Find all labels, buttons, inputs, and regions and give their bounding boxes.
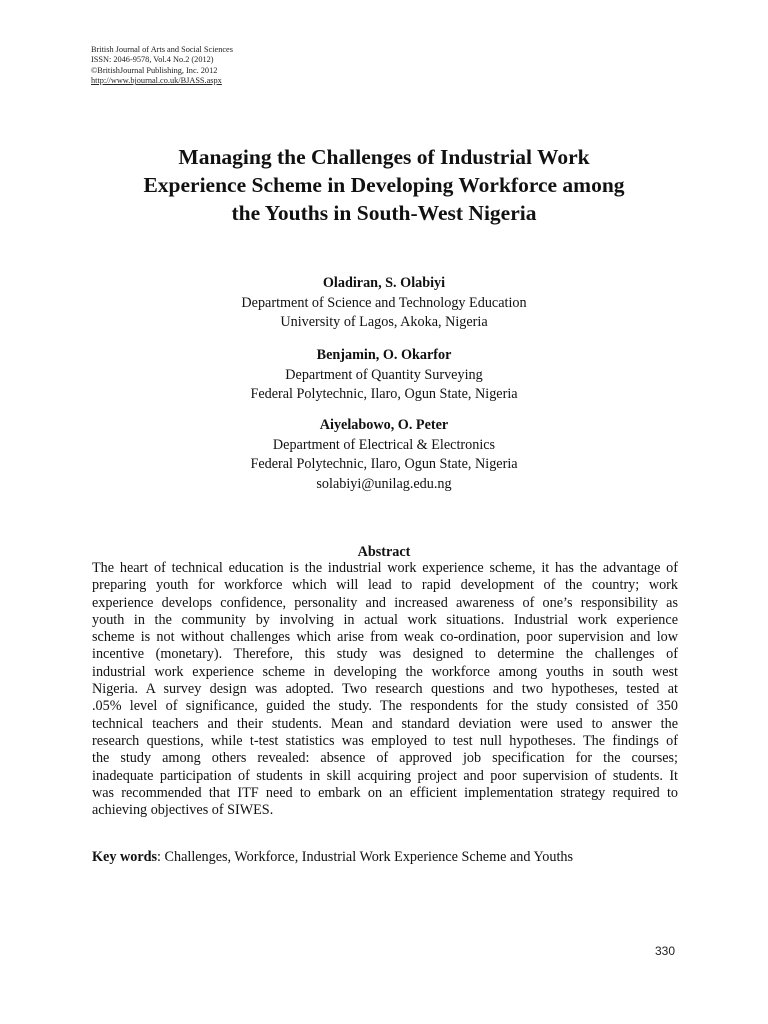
author-1: [150, 274, 618, 333]
abstract-line: achieving objectives of SIWES.: [92, 802, 274, 819]
abstract-line: the study among others revealed: absence of approved job specification for the courses;: [92, 750, 678, 767]
abstract-line: research questions, while t-test statistics was employed to test null hypotheses. The findings of: [92, 732, 678, 749]
abstract-line: preparing youth for workforce which will lead to rapid development of the country; work: [92, 577, 678, 594]
title-line: Managing the Challenges of Industrial Work: [178, 145, 590, 169]
author-institution: University of Lagos, Akoka, Nigeria: [280, 314, 488, 330]
abstract-line: youth in the community by involving in actual work situations. Industrial work experience: [92, 611, 678, 628]
author-email: solabiyi@unilag.edu.ng: [316, 475, 452, 492]
author-name: Oladiran, S. Olabiyi: [322, 275, 446, 291]
author-2: [150, 346, 618, 405]
author-department: Department of Quantity Surveying: [285, 366, 483, 383]
journal-name: British Journal of Arts and Social Sciences: [91, 45, 233, 54]
author-name: Benjamin, O. Okarfor: [316, 347, 452, 363]
author-institution: Federal Polytechnic, Ilaro, Ogun State, Nigeria: [250, 456, 518, 472]
page-number: 330: [655, 944, 676, 958]
paper-title: [110, 143, 658, 227]
author-name: Aiyelabowo, O. Peter: [319, 417, 449, 433]
author-institution: Federal Polytechnic, Ilaro, Ogun State, Nigeria: [250, 386, 518, 402]
author-department: Department of Electrical & Electronics: [272, 436, 496, 453]
keywords: [92, 848, 573, 866]
abstract-line: was recommended that ITF need to embark on an efficient implementation strategy required to: [92, 784, 678, 801]
abstract-line: experience develops confidence, personality and increased awareness of one’s responsibility as: [92, 594, 678, 611]
journal-publisher: ©BritishJournal Publishing, Inc. 2012: [91, 65, 218, 75]
abstract-line: scheme is not without challenges which arise from weak co-ordination, poor supervision and low: [92, 629, 678, 646]
title-line: the Youths in South-West Nigeria: [231, 201, 537, 225]
abstract-line: industrial work experience scheme in developing the workforce among youths in south west: [92, 663, 678, 680]
abstract-heading: Abstract: [357, 544, 411, 560]
journal-header: [91, 45, 233, 87]
abstract-line: Nigeria. A survey design was adopted. Two research questions and two hypotheses, tested at: [92, 681, 678, 698]
journal-url-link[interactable]: http://www.bjournal.co.uk/BJASS.aspx: [91, 76, 222, 86]
abstract-line: The heart of technical education is the industrial work experience scheme, it has the advantage of: [92, 560, 678, 576]
abstract-line: technical teachers and their students. Mean and standard deviation were used to answer the: [92, 715, 678, 732]
abstract-line: inadequate participation of students in skill acquiring project and poor supervision of students. It: [92, 767, 678, 784]
keywords-label: Key words: [92, 849, 158, 865]
keywords-text: : Challenges, Workforce, Industrial Work Experience Scheme and Youths: [157, 849, 574, 865]
journal-issn: ISSN: 2046-9578, Vol.4 No.2 (2012): [91, 55, 214, 65]
abstract-body: [92, 560, 678, 819]
author-3: [150, 416, 618, 494]
author-department: Department of Science and Technology Education: [241, 294, 527, 311]
abstract-line: incentive (monetary). Therefore, this study was designed to determine the challenges of: [92, 646, 678, 663]
abstract-line: .05% level of significance, guided the study. The respondents for the study consisted of 350: [92, 698, 678, 715]
title-line: Experience Scheme in Developing Workforce among: [143, 173, 625, 197]
